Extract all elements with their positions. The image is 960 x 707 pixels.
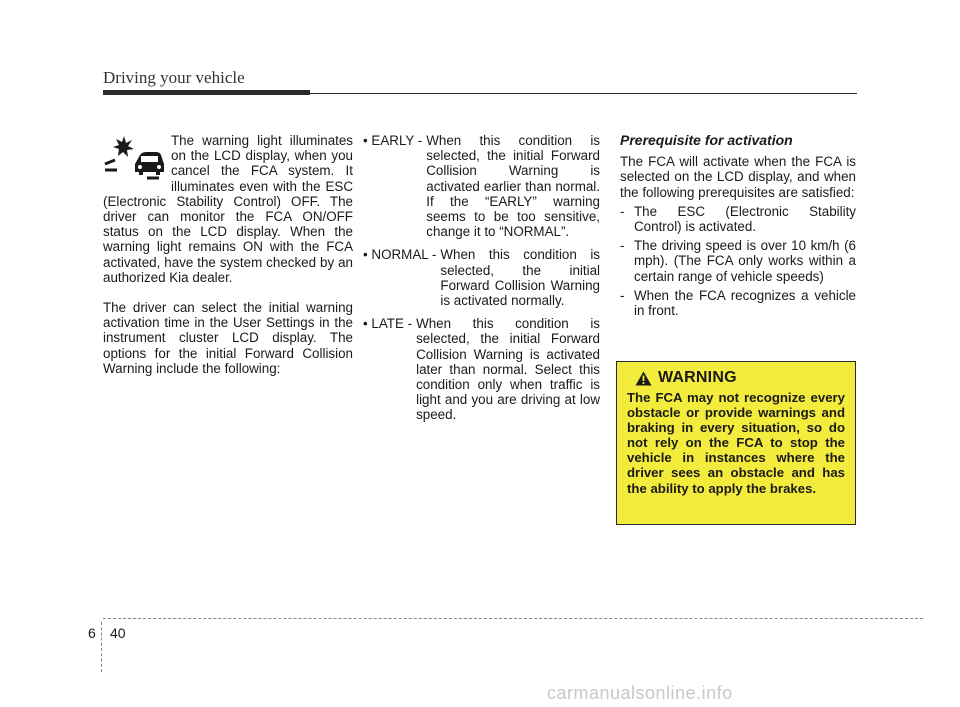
option-description: When this condition is selected, the initial Forward Collision Warning is activated earlier than normal. If the “EARLY” warning seems to be too sensitive, change it to “NORMAL”.: [426, 133, 600, 240]
prerequisite-text: The ESC (Electronic Stability Control) is activated.: [634, 203, 856, 235]
option-normal: [363, 247, 600, 308]
dash-bullet: -: [620, 203, 625, 219]
middle-column: [363, 133, 600, 431]
warning-box: [616, 361, 856, 525]
chapter-number: 6: [88, 625, 96, 641]
warning-text: The FCA may not recognize every obstacle or provide warnings and braking in every situation, so do not rely on the FCA to stop the vehicle in instances where the driver sees an obstacle and has the ability to apply the brakes.: [627, 390, 845, 496]
header-rule-thin: [310, 93, 857, 94]
prerequisite-intro: The FCA will activate when the FCA is selected on the LCD display, and when the following prerequisites are satisfied:: [620, 154, 856, 200]
warning-triangle-icon: [635, 371, 652, 386]
watermark: carmanualsonline.info: [547, 683, 733, 703]
option-description: When this condition is selected, the initial Forward Collision Warning is activated normally.: [440, 247, 600, 309]
option-late: [363, 316, 600, 422]
prerequisite-item: [620, 238, 856, 284]
left-column: [103, 133, 353, 376]
option-key: • NORMAL -: [363, 247, 437, 263]
dash-bullet: -: [620, 238, 625, 254]
footer-divider: [103, 618, 923, 619]
right-column: [620, 133, 856, 318]
dash-bullet: -: [620, 287, 625, 303]
option-key: • LATE -: [363, 316, 413, 332]
option-key: • EARLY -: [363, 133, 423, 148]
prerequisite-heading: Prerequisite for activation: [620, 132, 793, 148]
footer-vertical-divider: [101, 622, 102, 672]
warning-light-paragraph: The warning light illuminates on the LCD display, when you cancel the FCA system. It illuminates even with the ESC (Electronic Stability Control) OFF. The driver can monitor the FCA ON/OFF status on the LCD display. When the warning light remains ON with the FCA activated, have the system checked by an authorized Kia dealer.: [103, 133, 353, 285]
prerequisite-text: When the FCA recognizes a vehicle in front.: [634, 287, 856, 319]
prerequisite-text: The driving speed is over 10 km/h (6 mph). (The FCA only works within a certain range of vehicle speeds): [634, 238, 856, 284]
activation-time-paragraph: The driver can select the initial warning activation time in the User Settings in the instrument cluster LCD display. The options for the initial Forward Collision Warning include the following:: [103, 300, 353, 376]
warning-title: WARNING: [658, 369, 737, 386]
page-number: 40: [110, 625, 126, 641]
section-title: Driving your vehicle: [103, 68, 245, 87]
option-early: [363, 133, 600, 239]
prerequisite-item: [620, 204, 856, 234]
fca-warning-light-icon: [103, 134, 165, 182]
option-description: When this condition is selected, the initial Forward Collision Warning is activated later than normal. Select this condition only when traffic is light and you are driving at low speed.: [416, 316, 600, 423]
prerequisite-item: [620, 288, 856, 318]
header-rule-thick: [103, 90, 310, 95]
warning-header: [635, 369, 845, 387]
